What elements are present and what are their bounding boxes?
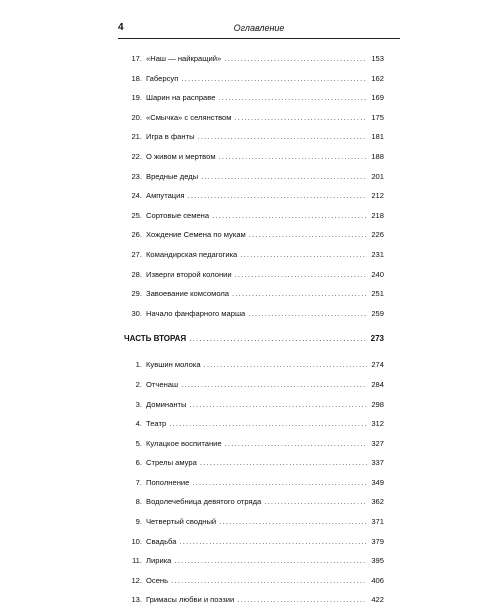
leader-dots [204,360,367,369]
running-head: Оглавление [233,23,285,33]
toc-entry-page: 406 [371,575,384,585]
leader-dots [174,556,367,565]
toc-entry-number: 6. [135,458,142,468]
toc-entry-title: Хождение Семена по мукам [146,230,246,240]
toc-entry-title: Доминанты [146,399,187,409]
toc-entry-title: Стрелы амура [146,458,197,468]
toc-entry[interactable] [124,211,384,231]
toc-entry-number: 26. [131,230,142,240]
toc-entry[interactable] [124,595,384,615]
toc-entry-title: Шарин на расправе [146,93,216,103]
toc-entry-number: 11. [132,556,142,566]
toc-entry-title: Габерсуп [146,73,179,83]
toc-entry-title: Отченаш [146,379,179,389]
toc-entry-page: 422 [371,595,384,605]
toc-entry-number: 10. [131,536,142,546]
toc-entry-page: 201 [371,171,384,181]
leader-dots [237,595,367,604]
toc-entry[interactable] [124,191,384,211]
toc-entry[interactable] [124,576,384,596]
toc-entry-number: 17. [131,54,142,63]
leader-dots [249,230,367,239]
toc-entry-number: 7. [135,477,142,487]
toc-entry-number: 2. [135,379,142,389]
toc-entry-title: Кулацкое воспитание [146,438,222,448]
header-rule [118,38,400,39]
toc-entry-title: Осень [146,575,169,585]
toc-entry-page: 327 [371,438,384,448]
leader-dots [219,517,367,526]
leader-dots [264,497,367,506]
leader-dots [219,152,367,161]
toc-entry[interactable] [124,380,384,400]
toc-entry[interactable] [124,478,384,498]
leader-dots [179,537,367,546]
leader-dots [225,439,367,448]
leader-dots [198,132,367,141]
leader-dots [181,380,367,389]
toc-entry[interactable] [124,439,384,459]
page-number: 4 [118,22,124,33]
leader-dots [189,400,367,409]
toc-entry-page: 379 [371,536,384,546]
toc-entry[interactable] [124,172,384,192]
toc-entry-page: 218 [371,210,384,220]
leader-dots [200,458,367,467]
toc-entry[interactable] [124,309,384,329]
leader-dots [232,289,367,298]
toc-entry-page: 349 [371,477,384,487]
toc-entry-number: 13. [131,595,142,605]
toc-entry[interactable] [124,230,384,250]
leader-dots [240,250,367,259]
toc-entry-number: 18. [131,73,142,83]
toc-entry-number: 27. [131,249,142,259]
toc-entry-number: 23. [131,171,142,181]
toc-entry-number: 29. [131,289,142,299]
toc-entry-number: 25. [131,210,142,220]
toc-entry-page: 153 [371,54,384,63]
toc-entry-title: «Смычка» с селянством [146,112,232,122]
toc-entry-page: 212 [371,191,384,201]
toc-entry-title: О живом и мертвом [146,151,216,161]
toc-entry-page: 175 [371,112,384,122]
toc-list-part-two [124,360,384,615]
toc-entry-title: Изверги второй колонии [146,269,232,279]
toc-entry-number: 28. [131,269,142,279]
toc-entry-title: «Наш — найкращий» [146,54,222,63]
toc-entry[interactable] [124,113,384,133]
toc-entry-title: Командирская педагогика [146,249,238,259]
toc-entry-title: Лирика [146,556,172,566]
toc-entry-page: 312 [371,419,384,429]
leader-dots [171,576,367,585]
toc-entry-page: 371 [371,517,384,527]
leader-dots [235,270,367,279]
toc-entry-number: 21. [131,132,142,142]
toc-entry[interactable] [124,152,384,172]
toc-entry-title: Театр [146,419,167,429]
toc-entry-title: Кувшин молока [146,360,201,370]
toc-entry[interactable] [124,556,384,576]
toc-entry-title: Сортовые семена [146,210,210,220]
toc-entry-page: 240 [371,269,384,279]
toc-entry-title: Водолечебница девятого отряда [146,497,262,507]
toc-entry-title: Гримасы любви и поэзии [146,595,235,605]
toc-entry[interactable] [124,360,384,380]
toc-entry-number: 3. [135,399,142,409]
toc-entry-title: Ампутация [146,191,185,201]
toc-entry-number: 9. [135,517,142,527]
toc-entry-title: Завоевание комсомола [146,289,230,299]
toc-entry-page: 337 [371,458,384,468]
toc-entry-page: 298 [371,399,384,409]
toc-entry-number: 30. [131,308,142,318]
toc-entry-page: 362 [371,497,384,507]
leader-dots [189,334,367,343]
toc-entry-number: 19. [131,93,142,103]
part-heading-title: ЧАСТЬ ВТОРАЯ [124,334,187,344]
toc-entry-page: 169 [371,93,384,103]
leader-dots [234,113,367,122]
toc-entry-number: 4. [135,419,142,429]
toc-entry-page: 226 [371,230,384,240]
toc-entry-page: 274 [371,360,384,370]
toc-entry-page: 188 [371,151,384,161]
toc-entry-number: 22. [131,151,142,161]
toc-entry[interactable] [124,497,384,517]
table-of-contents [124,54,384,615]
leader-dots [181,74,367,83]
toc-entry[interactable] [124,54,384,74]
leader-dots [218,93,367,102]
toc-entry-page: 395 [371,556,384,566]
toc-entry-number: 20. [131,112,142,122]
toc-entry-number: 8. [135,497,142,507]
leader-dots [169,419,367,428]
toc-entry-page: 231 [371,249,384,259]
toc-entry-number: 24. [131,191,142,201]
leader-dots [188,191,367,200]
toc-entry-number: 12. [131,575,142,585]
toc-entry[interactable] [124,93,384,113]
leader-dots [192,478,367,487]
toc-entry[interactable] [124,250,384,270]
leader-dots [212,211,367,220]
leader-dots [201,172,367,181]
toc-entry-title: Игра в фанты [146,132,195,142]
toc-entry-page: 181 [371,132,384,142]
toc-entry[interactable] [124,537,384,557]
toc-entry[interactable] [124,517,384,537]
toc-entry-title: Начало фанфарного марша [146,308,246,318]
part-heading-page: 273 [370,334,384,344]
toc-entry-title: Пополнение [146,477,190,487]
toc-list-part-one [124,54,384,328]
toc-entry-page: 162 [371,73,384,83]
toc-entry[interactable] [124,289,384,309]
toc-entry[interactable] [124,419,384,439]
leader-dots [248,309,367,318]
toc-entry-title: Вредные деды [146,171,199,181]
toc-entry[interactable] [124,400,384,420]
toc-entry-number: 5. [135,438,142,448]
leader-dots [224,54,367,63]
toc-entry-number: 1. [135,360,142,370]
toc-entry-page: 284 [371,379,384,389]
toc-entry-page: 251 [371,289,384,299]
part-heading[interactable] [124,334,384,356]
toc-entry-title: Свадьба [146,536,177,546]
toc-entry[interactable] [124,132,384,152]
toc-entry-page: 259 [371,308,384,318]
toc-entry-title: Четвертый сводный [146,517,217,527]
toc-entry[interactable] [124,74,384,94]
toc-entry[interactable] [124,458,384,478]
toc-entry[interactable] [124,270,384,290]
